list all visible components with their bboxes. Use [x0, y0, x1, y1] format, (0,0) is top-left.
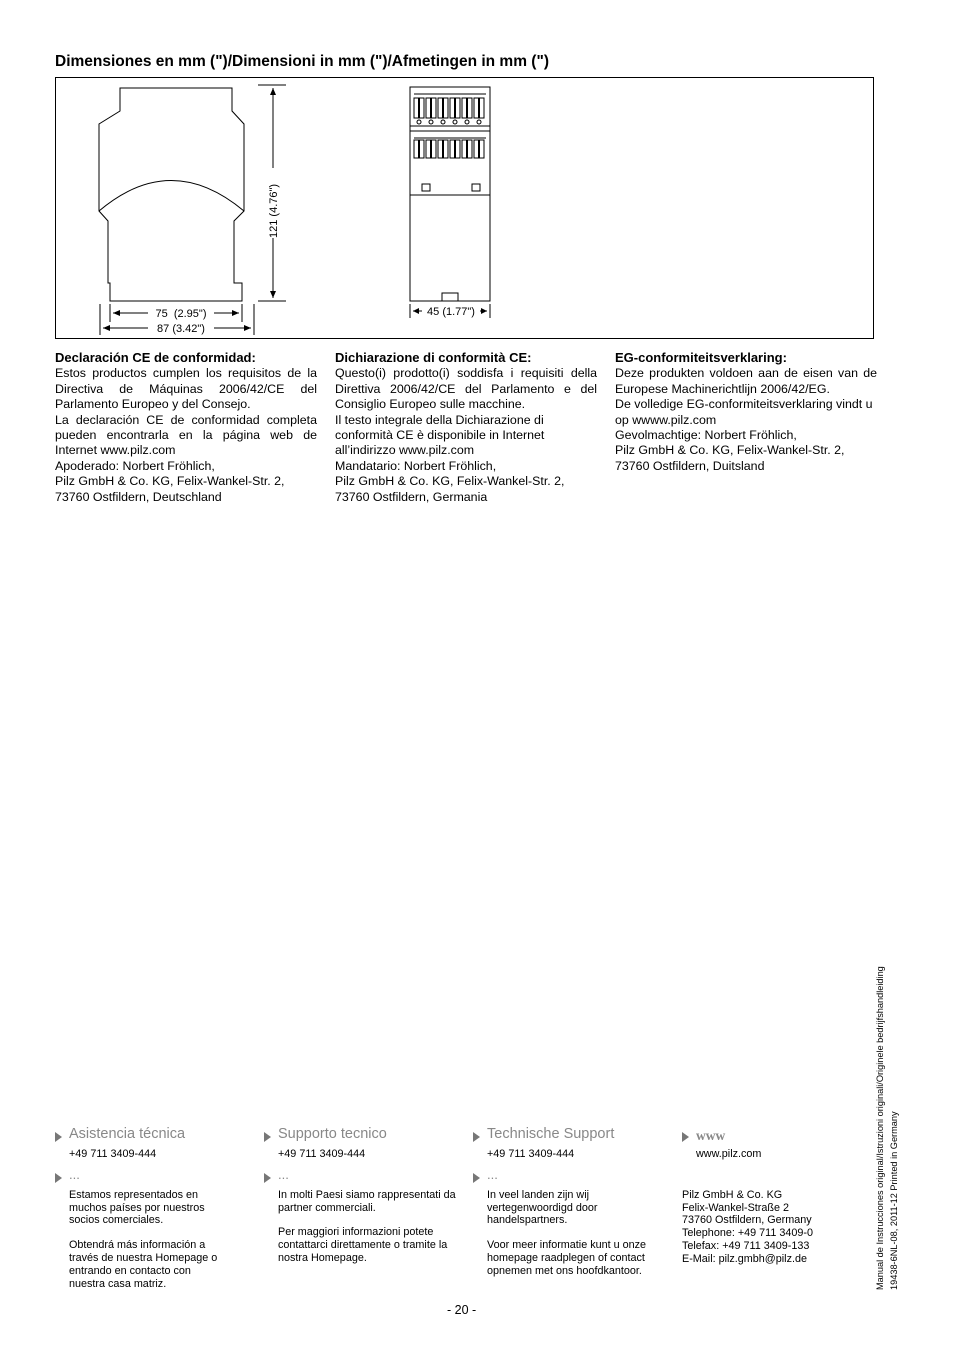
- support-it: [264, 1128, 454, 1265]
- arrow-right-icon: [264, 1132, 271, 1142]
- support-text: Estamos representados en muchos países por nuestros socios comerciales.: [69, 1188, 205, 1227]
- declaration-para: De volledige EG-conformiteitsverklaring vindt u op wwww.pilz.com: [615, 397, 873, 427]
- support-text: Obtendrá más información a través de nuestra Homepage o entrando en contacto con nuestra casa matriz.: [69, 1239, 218, 1290]
- side-note-line: Manual de Instrucciones original/Istruzioni originali/Originele bedrijfshandleiding: [875, 966, 885, 1290]
- support-text: Per maggiori informazioni potete contattarci direttamente o tramite la nostra Homepage.: [278, 1226, 448, 1264]
- company-name: Pilz GmbH & Co. KG: [682, 1188, 783, 1201]
- declaration-address: 73760 Ostfildern, Deutschland: [55, 489, 222, 504]
- declaration-heading: Declaración CE de conformidad:: [55, 350, 256, 365]
- arrow-right-icon: [55, 1173, 62, 1183]
- arrow-right-icon: [473, 1173, 480, 1183]
- declaration-para: Questo(i) prodotto(i) soddisfa i requisiti della Direttiva 2006/42/CE del Parlamento e del Consiglio Europeo sulle macchine.: [335, 366, 597, 412]
- declaration-para: Il testo integrale della Dichiarazione di conformità CE è disponibile in Internet all’indirizzo www.pilz.com: [335, 412, 545, 458]
- declaration-rep: Apoderado: Norbert Fröhlich,: [55, 458, 215, 473]
- page-number: - 20 -: [447, 1303, 477, 1317]
- side-view-outline: [99, 88, 244, 301]
- declaration-address: Pilz GmbH & Co. KG, Felix-Wankel-Str. 2,: [55, 474, 285, 489]
- support-text: In veel landen zijn wij vertegenwoordigd door handelspartners.: [487, 1188, 598, 1227]
- support-heading: Asistencia técnica: [69, 1126, 186, 1142]
- support-text: Voor meer informatie kunt u onze homepage raadplegen of contact opnemen met ons hoofdkantoor.: [487, 1239, 647, 1277]
- support-heading: Supporto tecnico: [278, 1126, 387, 1142]
- page-title: Dimensiones en mm (")/Dimensioni in mm (")/Afmetingen in mm ("): [55, 53, 549, 70]
- support-es: [55, 1128, 245, 1290]
- declaration-it: [335, 350, 597, 505]
- dimension-svg: [56, 78, 875, 340]
- height-label: 121 (4.76"): [268, 183, 280, 238]
- company-email[interactable]: E-Mail: pilz.gmbh@pilz.de: [682, 1252, 807, 1265]
- declaration-para: Deze produkten voldoen aan de eisen van de Europese Machinerichtlijn 2006/42/EG.: [615, 366, 877, 396]
- support-www: [682, 1128, 872, 1266]
- front-view-outline: [410, 87, 490, 301]
- width-outer-label: 87 (3.42"): [157, 323, 205, 335]
- declaration-heading: Dichiarazione di conformità CE:: [335, 350, 532, 365]
- support-text: In molti Paesi siamo rappresentati da partner commerciali.: [278, 1188, 456, 1214]
- support-phone: +49 711 3409-444: [487, 1148, 575, 1160]
- declaration-address: Pilz GmbH & Co. KG, Felix-Wankel-Str. 2,: [615, 443, 845, 458]
- support-dots: ...: [487, 1166, 498, 1182]
- declaration-rep: Gevolmachtige: Norbert Fröhlich,: [615, 428, 797, 443]
- website-link[interactable]: www.pilz.com: [696, 1148, 762, 1160]
- side-view-curve: [99, 181, 244, 212]
- arrow-right-icon: [473, 1132, 480, 1142]
- support-phone: +49 711 3409-444: [69, 1148, 157, 1160]
- declaration-para: Estos productos cumplen los requisitos de la Directiva de Máquinas 2006/42/CE del Parlamento Europeo y del Consejo.: [55, 366, 317, 412]
- declaration-address: Pilz GmbH & Co. KG, Felix-Wankel-Str. 2,: [335, 474, 565, 489]
- www-heading: www: [696, 1128, 726, 1143]
- front-width-label: 45 (1.77"): [427, 306, 475, 318]
- arrow-right-icon: [682, 1132, 689, 1142]
- arrow-right-icon: [264, 1173, 271, 1183]
- declaration-address: 73760 Ostfildern, Germania: [335, 489, 488, 504]
- company-telefax: Telefax: +49 711 3409-133: [682, 1239, 810, 1252]
- declaration-es: [55, 350, 317, 505]
- arrow-right-icon: [55, 1132, 62, 1142]
- declaration-nl: [615, 350, 877, 474]
- dimension-drawing: [55, 77, 874, 339]
- declaration-heading: EG-conformiteitsverklaring:: [615, 350, 787, 365]
- support-phone: +49 711 3409-444: [278, 1148, 366, 1160]
- support-dots: ...: [278, 1166, 289, 1182]
- declaration-para: La declaración CE de conformidad completa pueden encontrarla en la página web de Internet www.pilz.com: [55, 412, 317, 458]
- support-nl: [473, 1128, 663, 1278]
- support-heading: Technische Support: [487, 1126, 615, 1142]
- width-inner-label: 75 (2.95"): [155, 308, 207, 320]
- side-note: [873, 966, 901, 1290]
- support-dots: ...: [69, 1166, 80, 1182]
- declaration-address: 73760 Ostfildern, Duitsland: [615, 458, 765, 473]
- company-street: Felix-Wankel-Straße 2: [682, 1201, 789, 1214]
- company-city: 73760 Ostfildern, Germany: [682, 1214, 812, 1227]
- declaration-rep: Mandatario: Norbert Fröhlich,: [335, 458, 497, 473]
- company-telephone: Telephone: +49 711 3409-0: [682, 1227, 813, 1240]
- side-note-line: 19438-6NL-08, 2011-12 Printed in Germany: [889, 1111, 899, 1290]
